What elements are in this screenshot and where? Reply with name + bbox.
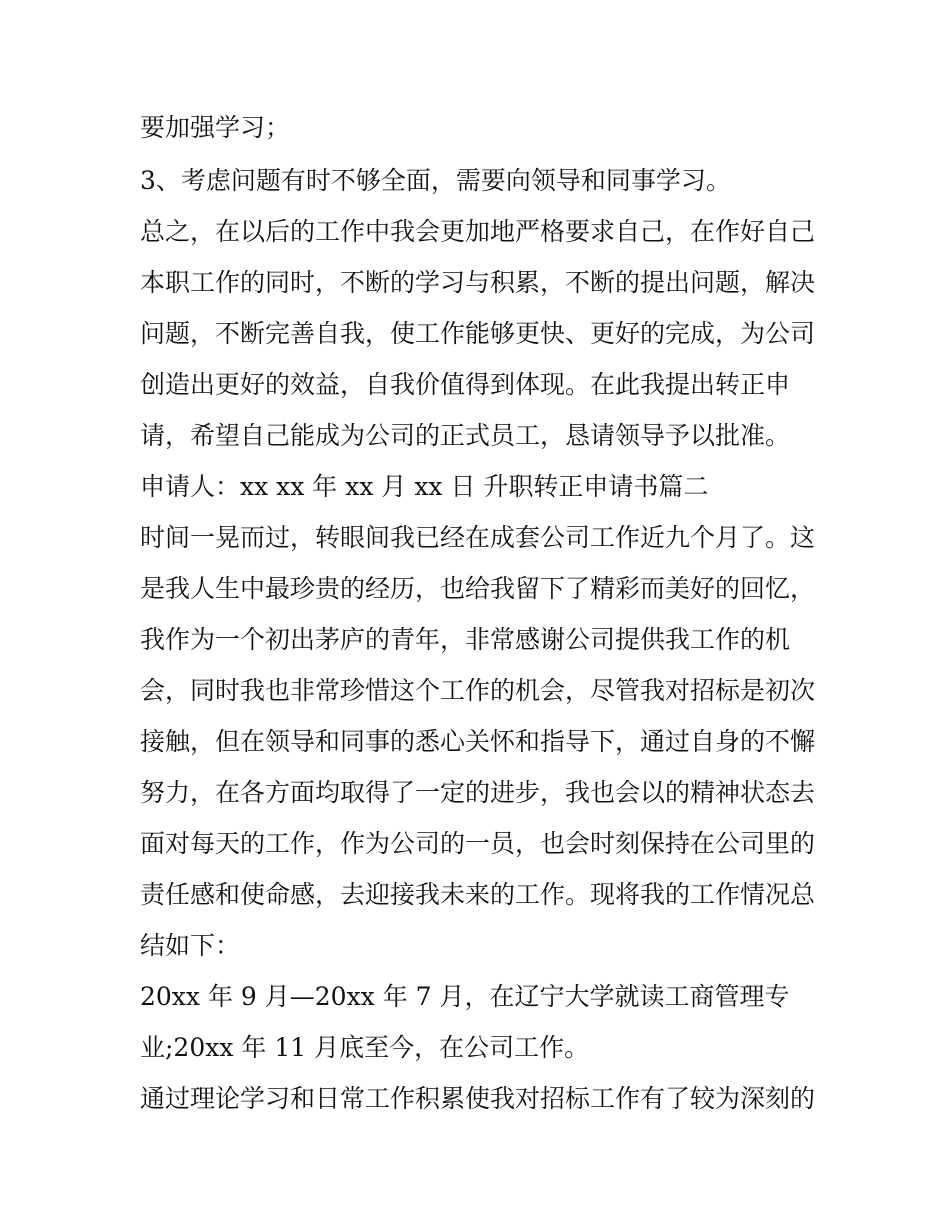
text-line: 努力，在各方面均取得了一定的进步，我也会以的精神状态去 <box>140 778 816 807</box>
text-line: 是我人生中最珍贵的经历，也给我留下了精彩而美好的回忆， <box>140 574 816 603</box>
text-line: 通过理论学习和日常工作积累使我对招标工作有了较为深刻的 <box>140 1084 816 1113</box>
text-line: 业;20xx 年 11 月底至今，在公司工作。 <box>140 1033 590 1062</box>
text-line: 申请人：xx xx 年 xx 月 xx 日 升职转正申请书篇二 <box>140 472 709 501</box>
text-line: 本职工作的同时，不断的学习与积累，不断的提出问题，解决 <box>140 268 816 297</box>
text-line: 我作为一个初出茅庐的青年，非常感谢公司提供我工作的机 <box>140 625 791 654</box>
text-line: 请，希望自己能成为公司的正式员工，恳请领导予以批准。 <box>140 421 791 450</box>
text-line: 创造出更好的效益，自我价值得到体现。在此我提出转正申 <box>140 370 791 399</box>
text-line: 3、考虑问题有时不够全面，需要向领导和同事学习。 <box>140 166 731 195</box>
text-line: 时间一晃而过，转眼间我已经在成套公司工作近九个月了。这 <box>140 523 816 552</box>
text-line: 面对每天的工作，作为公司的一员，也会时刻保持在公司里的 <box>140 829 816 858</box>
text-line: 接触，但在领导和同事的悉心关怀和指导下，通过自身的不懈 <box>140 727 816 756</box>
text-line: 结如下： <box>140 931 241 960</box>
text-line: 责任感和使命感，去迎接我未来的工作。现将我的工作情况总 <box>140 880 816 909</box>
text-line: 会，同时我也非常珍惜这个工作的机会，尽管我对招标是初次 <box>140 676 816 705</box>
text-line: 问题，不断完善自我，使工作能够更快、更好的完成，为公司 <box>140 319 816 348</box>
text-line: 要加强学习； <box>140 113 291 142</box>
text-line: 总之，在以后的工作中我会更加地严格要求自己，在作好自己 <box>140 217 816 246</box>
text-line: 20xx 年 9 月—20xx 年 7 月，在辽宁大学就读工商管理专 <box>140 982 790 1011</box>
